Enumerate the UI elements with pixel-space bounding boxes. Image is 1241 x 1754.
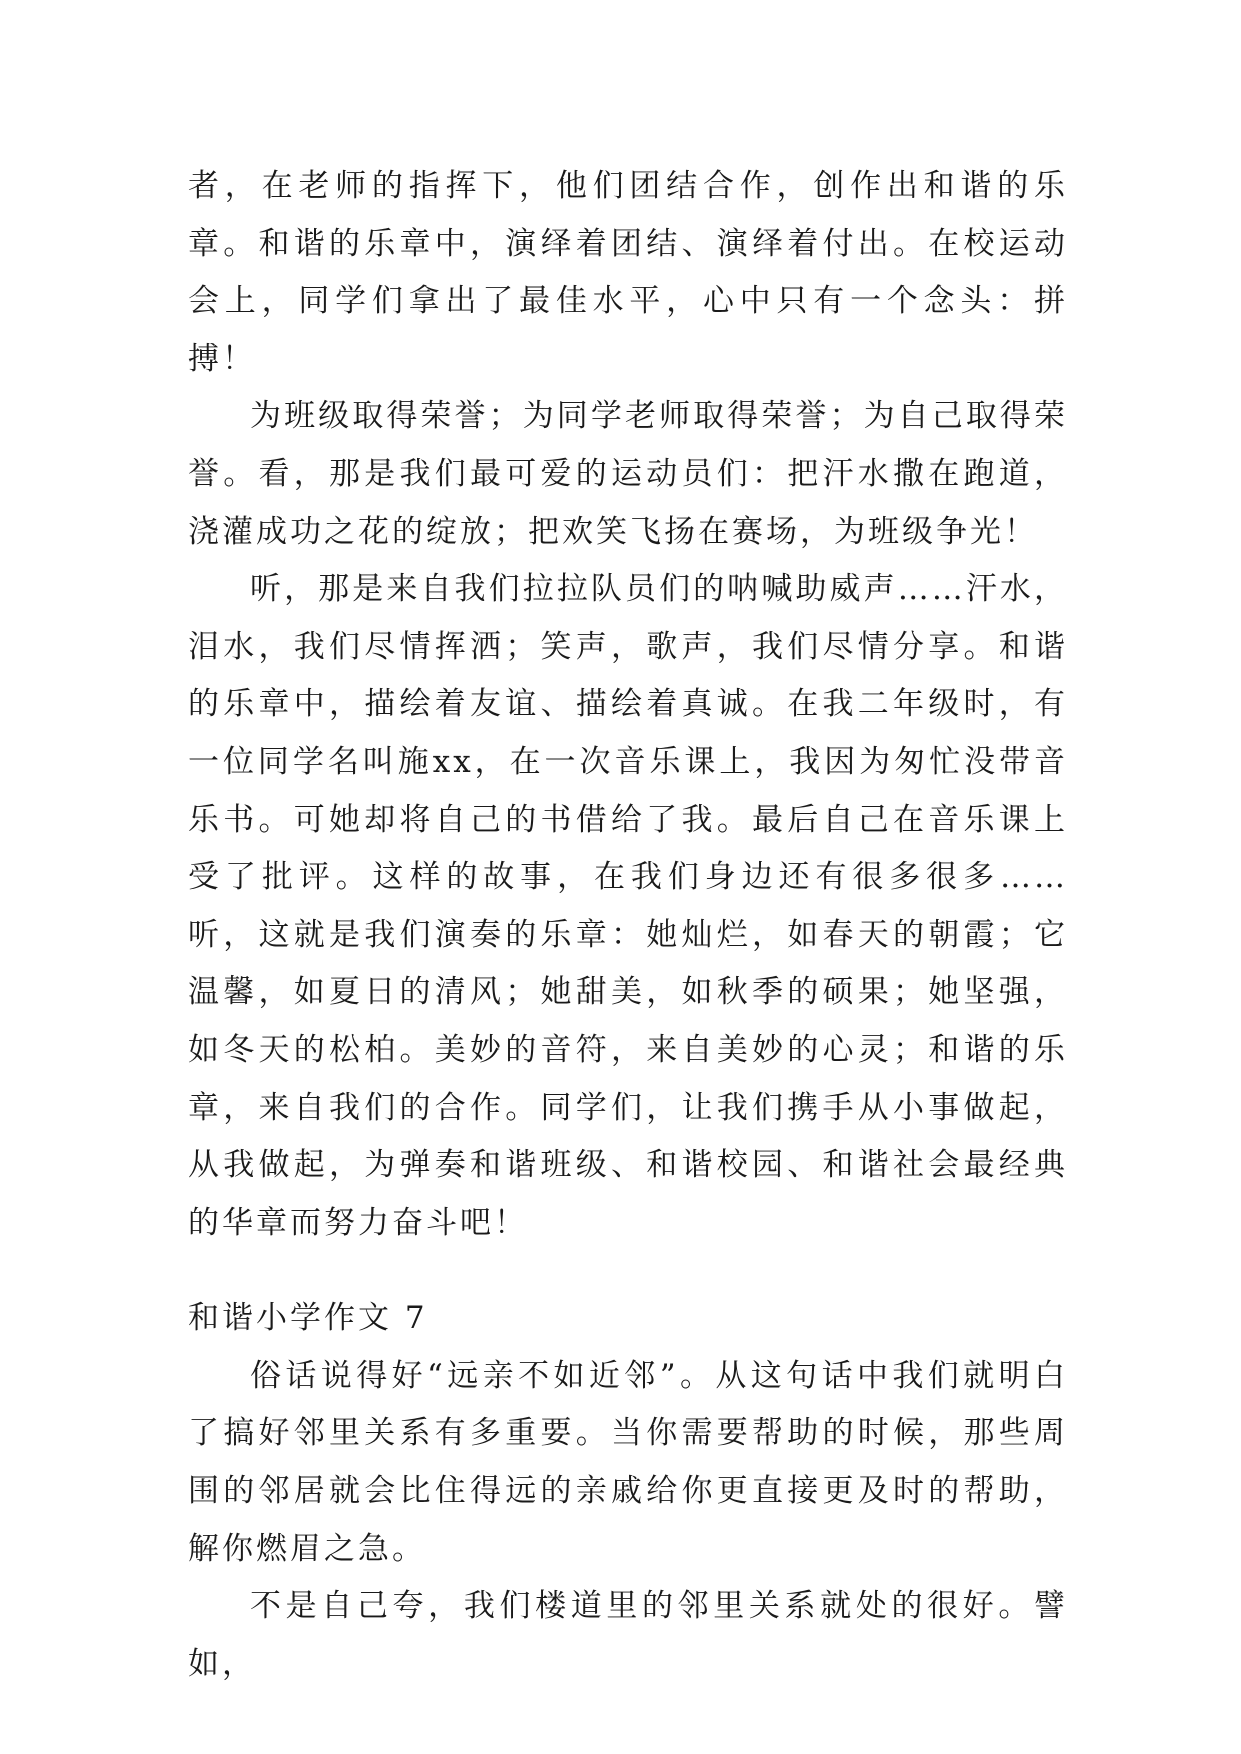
section-title: 和谐小学作文 7 [188, 1300, 428, 1337]
document-body [188, 158, 1068, 1693]
paragraph-continuation: 者，在老师的指挥下，他们团结合作，创作出和谐的乐章。和谐的乐章中，演绎着团结、演绎着付出。在校运动会上，同学们拿出了最佳水平，心中只有一个念头：拼搏！ [188, 168, 1068, 377]
paragraph-honor: 为班级取得荣誉；为同学老师取得荣誉；为自己取得荣誉。看，那是我们最可爱的运动员们：把汗水撒在跑道，浇灌成功之花的绽放；把欢笑飞扬在赛场，为班级争光！ [188, 398, 1068, 550]
paragraph-building: 不是自己夸，我们楼道里的邻里关系就处的很好。譬如， [188, 1588, 1068, 1682]
paragraph-cheering: 听，那是来自我们拉拉队员们的呐喊助威声……汗水，泪水，我们尽情挥洒；笑声，歌声，我们尽情分享。和谐的乐章中，描绘着友谊、描绘着真诚。在我二年级时，有一位同学名叫施xx，在一次音乐课上，我因为匆忙没带音乐书。可她却将自己的书借给了我。最后自己在音乐课上受了批评。这样的故事，在我们身边还有很多很多……听，这就是我们演奏的乐章：她灿烂，如春天的朝霞；它温馨，如夏日的清风；她甜美，如秋季的硕果；她坚强，如冬天的松柏。美妙的音符，来自美妙的心灵；和谐的乐章，来自我们的合作。同学们，让我们携手从小事做起，从我做起，为弹奏和谐班级、和谐校园、和谐社会最经典的华章而努力奋斗吧！ [188, 571, 1068, 1241]
paragraph-neighbors: 俗话说得好“远亲不如近邻”。从这句话中我们就明白了搞好邻里关系有多重要。当你需要帮助的时候，那些周围的邻居就会比住得远的亲戚给你更直接更及时的帮助，解你燃眉之急。 [188, 1357, 1068, 1567]
